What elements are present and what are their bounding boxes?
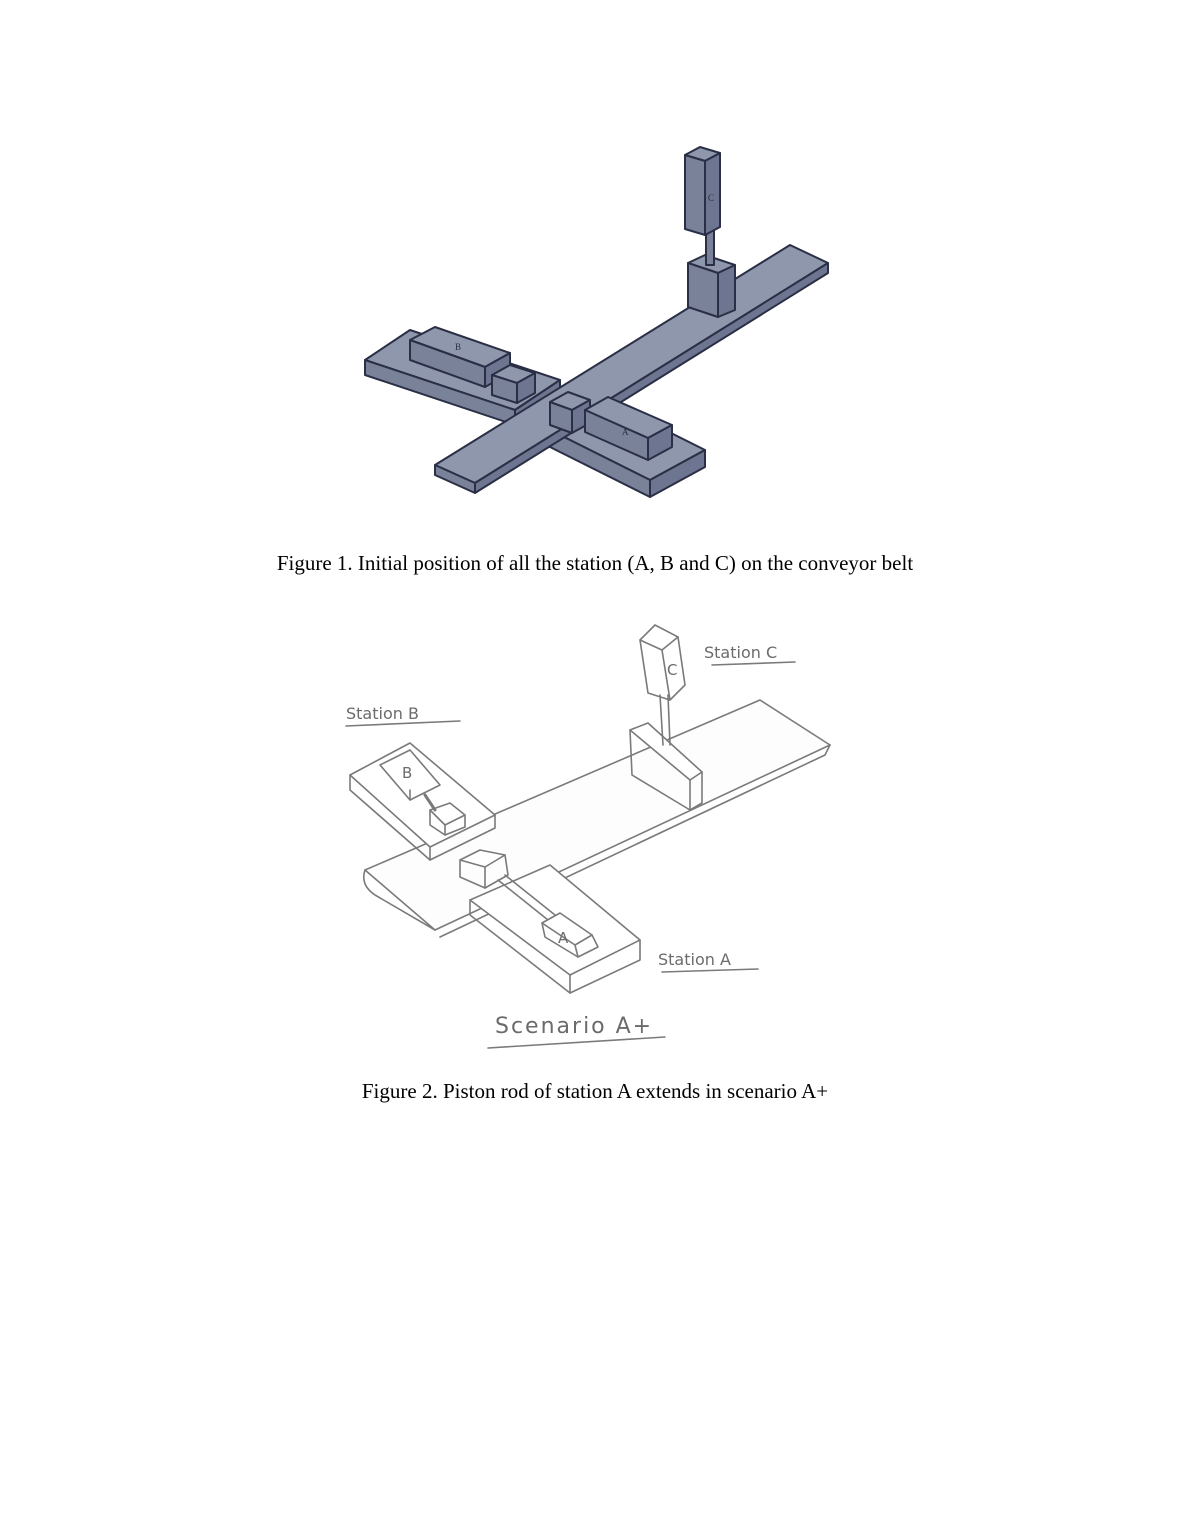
figure-1-image (350, 135, 840, 525)
scenario-a-plus-sketch (330, 615, 855, 1060)
station-a-label: Station A (658, 950, 731, 969)
scenario-label: Scenario A+ (495, 1014, 654, 1039)
figure-2-caption: Figure 2. Piston rod of station A extends in scenario A+ (361, 1079, 829, 1103)
figure-2-image (330, 615, 855, 1060)
fig2-block-c-label: C (667, 661, 678, 679)
figure-1-caption: Figure 1. Initial position of all the station (A, B and C) on the conveyor belt (276, 551, 914, 575)
station-b-label: Station B (346, 704, 419, 723)
station-c-label: Station C (704, 643, 778, 662)
fig2-block-a-label: A (558, 929, 569, 947)
fig1-label-c: C (708, 193, 715, 203)
conveyor-cad-drawing (350, 135, 840, 525)
fig2-block-b-label: B (402, 764, 413, 782)
fig1-label-b: B (455, 342, 462, 352)
fig1-label-a: A (622, 427, 629, 437)
